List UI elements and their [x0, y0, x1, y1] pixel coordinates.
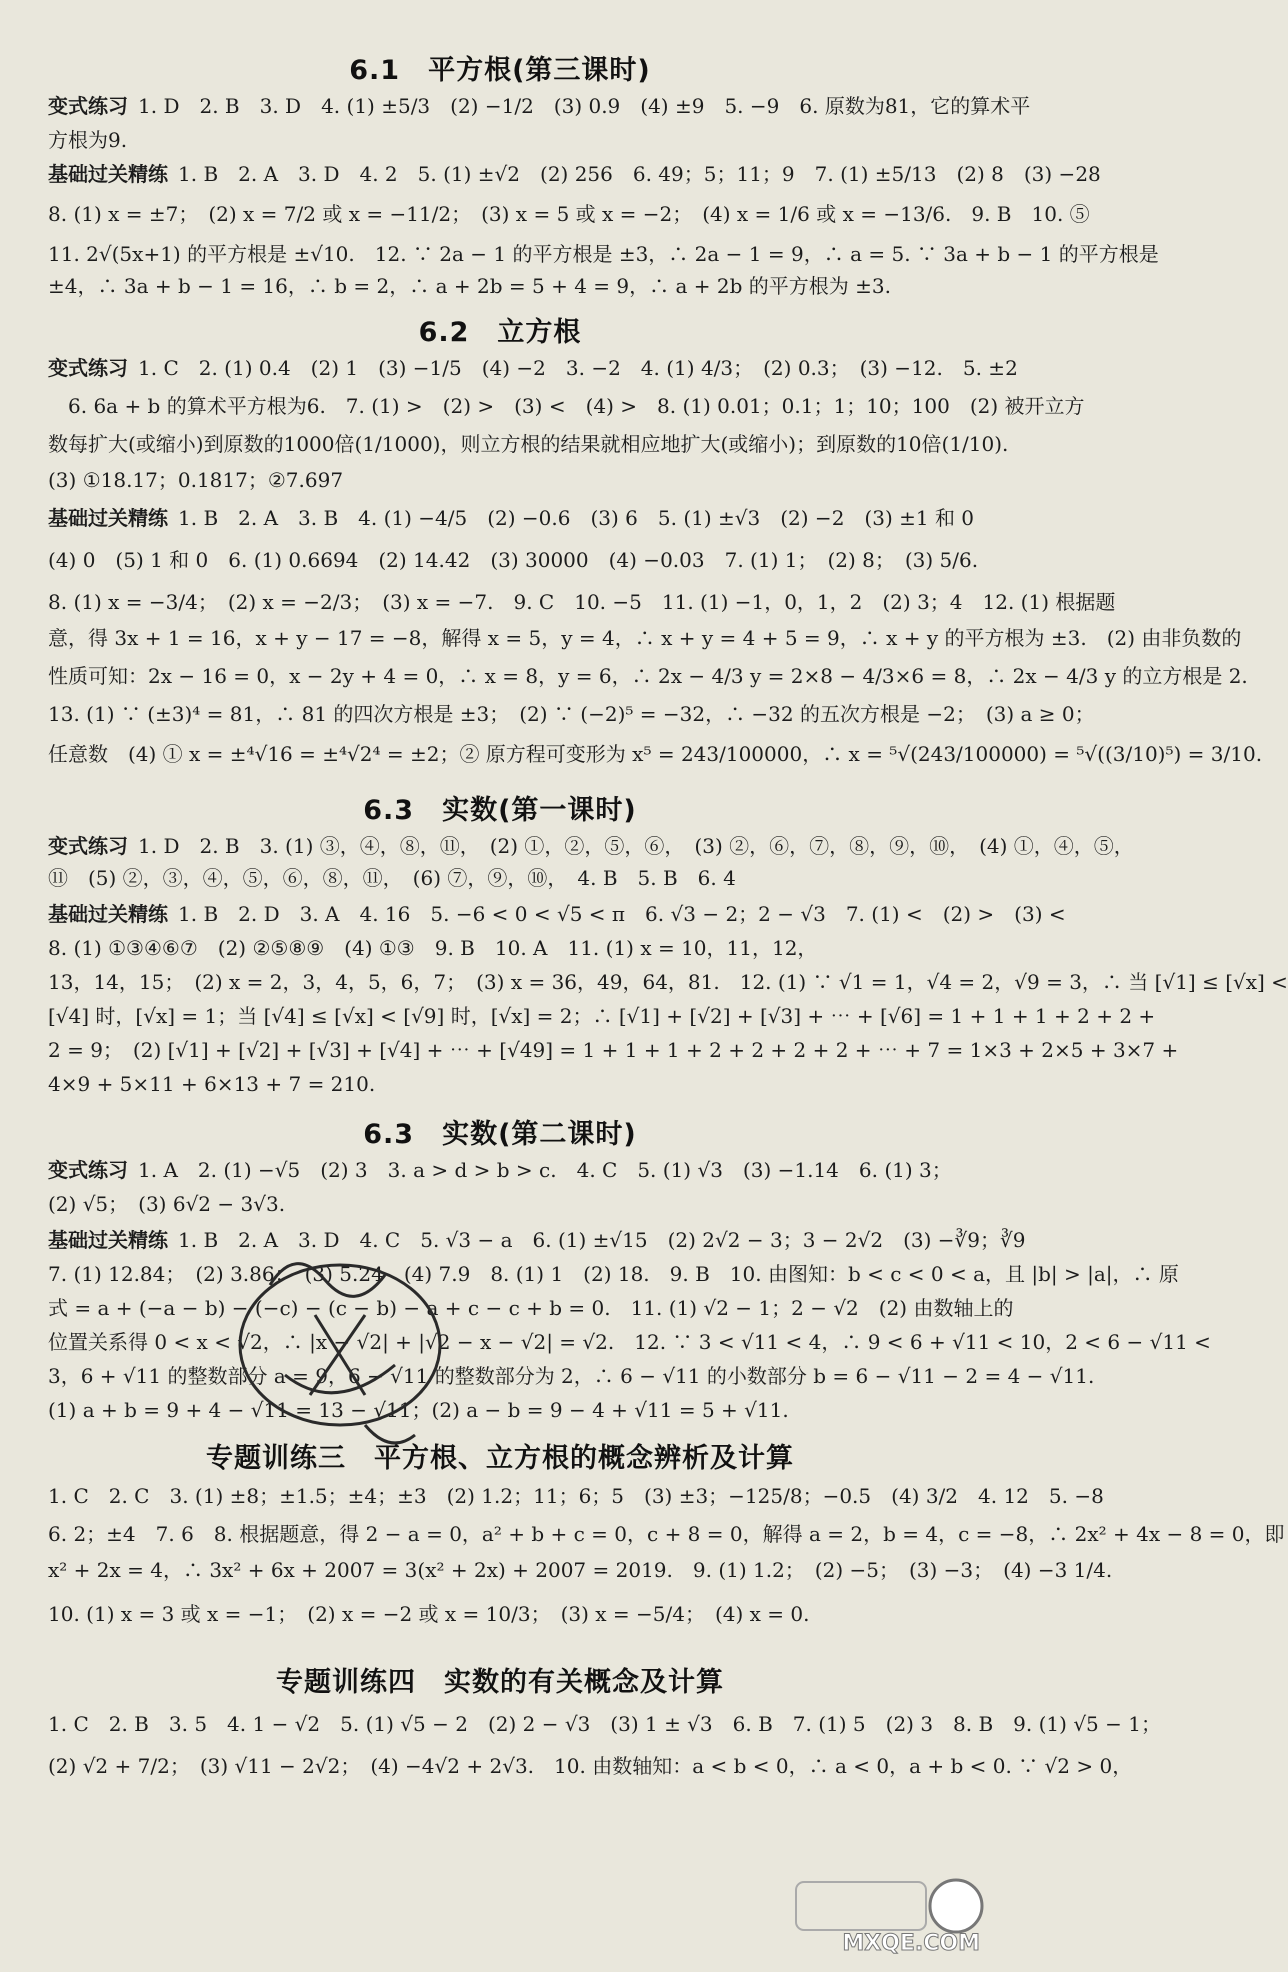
text-line — [48, 1362, 1095, 1390]
text-line — [48, 700, 1095, 728]
line-text: 1. B 2. A 3. B 4. (1) −4/5 (2) −0.6 (3) 6 5. (1) ±√3 (2) −2 (3) ±1 和 0 — [178, 506, 975, 530]
section-title-6-2: 6.2 立方根 — [418, 317, 582, 348]
line-text: 性质可知：2x − 16 = 0，x − 2y + 4 = 0，∴ x = 8，y = 6，∴ 2x − 4/3 y = 2×8 − 4/3×6 = 8，∴ 2x − 4/3 y 的立方根是 2. — [48, 664, 1248, 688]
text-line — [48, 588, 1116, 616]
watermark-text: MXQE.COM — [842, 1931, 980, 1956]
text-line — [48, 272, 958, 300]
line-text: 13，14，15； (2) x = 2，3，4，5，6，7； (3) x = 36，49，64，81. 12. (1) ∵ √1 = 1，√4 = 2，√9 = 3，∴ 当 [√1] ≤ [√x] < — [48, 970, 1288, 994]
text-line — [48, 1752, 1133, 1780]
text-line — [48, 968, 1288, 996]
line-text: 意，得 3x + 1 = 16，x + y − 17 = −8，解得 x = 5，y = 4，∴ x + y = 4 + 5 = 9，∴ x + y 的平方根为 ±3. (2) 由非负数的 — [48, 626, 1242, 650]
line-text: (1) a + b = 9 + 4 − √11 = 13 − √11；(2) a − b = 9 − 4 + √11 = 5 + √11. — [48, 1398, 789, 1422]
text-line — [48, 1226, 1026, 1254]
section-title-6-3-1: 6.3 实数(第一课时) — [363, 795, 637, 826]
text-line — [48, 1156, 958, 1184]
line-text: ±4，∴ 3a + b − 1 = 16，∴ b = 2，∴ a + 2b = 5 + 4 = 9，∴ a + 2b 的平方根为 ±3. — [48, 274, 891, 298]
text-line — [48, 1190, 958, 1218]
line-text: 8. (1) x = −3/4； (2) x = −2/3； (3) x = −7. 9. C 10. −5 11. (1) −1，0，1，2 (2) 3；4 12. (1) 根据题 — [48, 590, 1116, 614]
text-line — [48, 1556, 1113, 1584]
section-title-6-1: 6.1 平方根(第三课时) — [349, 55, 651, 86]
text-line — [48, 200, 1090, 228]
line-text: 7. (1) 12.84； (2) 3.86； (3) 5.24 (4) 7.9 8. (1) 1 (2) 18. 9. B 10. 由图知：b < c < 0 < a，且 |b| > |a|，∴ 原 — [48, 1262, 1179, 1286]
text-line — [48, 546, 979, 574]
text-line — [48, 430, 1009, 458]
section-title-topic-4: 专题训练四 实数的有关概念及计算 — [276, 1667, 724, 1698]
line-text: 11. 2√(5x+1) 的平方根是 ±√10. 12. ∵ 2a − 1 的平方根是 ±3，∴ 2a − 1 = 9，∴ a = 5. ∵ 3a + b − 1 的平方根是 — [48, 242, 1159, 266]
text-line — [48, 624, 1242, 652]
line-text: (4) 0 (5) 1 和 0 6. (1) 0.6694 (2) 14.42 (3) 30000 (4) −0.03 7. (1) 1； (2) 8； (3) 5/6. — [48, 548, 979, 572]
line-text: 1. C 2. B 3. 5 4. 1 − √2 5. (1) √5 − 2 (2) 2 − √3 (3) 1 ± √3 6. B 7. (1) 5 (2) 3 8. B 9. (1) √5 − 1； — [48, 1712, 1161, 1736]
line-text: 10. (1) x = 3 或 x = −1； (2) x = −2 或 x = 10/3； (3) x = −5/4； (4) x = 0. — [48, 1602, 810, 1626]
text-line — [48, 1482, 1104, 1510]
line-text: x² + 2x = 4，∴ 3x² + 6x + 2007 = 3(x² + 2x) + 2007 = 2019. 9. (1) 1.2； (2) −5； (3) −3； (4) −3 1/4. — [48, 1558, 1113, 1582]
text-line — [48, 1002, 1156, 1030]
text-line — [48, 864, 958, 892]
line-label: 变式练习 — [48, 356, 128, 380]
line-text: 6. 2；±4 7. 6 8. 根据题意，得 2 − a = 0，a² + b + c = 0，c + 8 = 0，解得 a = 2，b = 4，c = −8，∴ 2x² + 4x − 8 = 0，即 — [48, 1522, 1285, 1546]
line-text: 13. (1) ∵ (±3)⁴ = 81，∴ 81 的四次方根是 ±3； (2) ∵ (−2)⁵ = −32，∴ −32 的五次方根是 −2； (3) a ≥ 0； — [48, 702, 1095, 726]
text-line — [48, 662, 1248, 690]
text-line — [48, 1328, 1211, 1356]
text-line — [48, 1294, 1014, 1322]
line-label: 变式练习 — [48, 834, 128, 858]
text-line — [48, 1520, 1285, 1548]
text-line — [48, 392, 1085, 420]
text-line — [48, 1396, 958, 1424]
text-line — [48, 240, 1159, 268]
text-line — [48, 1600, 958, 1628]
section-title-6-3-2: 6.3 实数(第二课时) — [363, 1119, 637, 1150]
line-text: 8. (1) ①③④⑥⑦ (2) ②⑤⑧⑨ (4) ①③ 9. B 10. A 11. (1) x = 10，11，12， — [48, 936, 818, 960]
line-text: 1. C 2. C 3. (1) ±8；±1.5；±4；±3 (2) 1.2；11；6；5 (3) ±3；−125/8；−0.5 (4) 3/2 4. 12 5. −8 — [48, 1484, 1104, 1508]
text-line — [48, 934, 958, 962]
text-line — [48, 1070, 958, 1098]
line-text: 1. B 2. A 3. D 4. 2 5. (1) ±√2 (2) 256 6. 49；5；11；9 7. (1) ±5/13 (2) 8 (3) −28 — [178, 162, 1101, 186]
line-text: 1. B 2. A 3. D 4. C 5. √3 − a 6. (1) ±√15 (2) 2√2 − 3；3 − 2√2 (3) −∛9；∛9 — [178, 1228, 1026, 1252]
line-label: 基础过关精练 — [48, 1228, 168, 1252]
text-line — [48, 466, 958, 494]
line-text: 方根为9. — [48, 128, 128, 152]
line-text: 1. D 2. B 3. D 4. (1) ±5/3 (2) −1/2 (3) 0.9 (4) ±9 5. −9 6. 原数为81，它的算术平 — [138, 94, 1031, 118]
line-text: (3) ①18.17；0.1817；②7.697 — [48, 468, 344, 492]
text-line — [48, 1710, 1161, 1738]
text-line — [48, 92, 1031, 120]
line-text: 1. D 2. B 3. (1) ③，④，⑧，⑪， (2) ①，②，⑤，⑥， (3) ②，⑥，⑦，⑧，⑨，⑩， (4) ①，④，⑤， — [138, 834, 1134, 858]
line-text: 2 = 9； (2) [√1] + [√2] + [√3] + [√4] + ⋯ + [√49] = 1 + 1 + 1 + 2 + 2 + 2 + 2 + ⋯ + 7 = 1×3 + 2×5 + 3×7 + — [48, 1038, 1179, 1062]
line-text: 位置关系得 0 < x < √2，∴ |x − √2| + |√2 − x − √2| = √2. 12. ∵ 3 < √11 < 4，∴ 9 < 6 + √11 < 10，2 < 6 − √11 < — [48, 1330, 1211, 1354]
line-text: 6. 6a + b 的算术平方根为6. 7. (1) > (2) > (3) < (4) > 8. (1) 0.01；0.1；1；10；100 (2) 被开立方 — [48, 394, 1085, 418]
line-text: 1. A 2. (1) −√5 (2) 3 3. a > d > b > c. 4. C 5. (1) √3 (3) −1.14 6. (1) 3； — [138, 1158, 952, 1182]
text-line — [48, 740, 1263, 768]
line-text: (2) √2 + 7/2； (3) √11 − 2√2； (4) −4√2 + 2√3. 10. 由数轴知：a < b < 0，∴ a < 0，a + b < 0. ∵ √2 > 0， — [48, 1754, 1133, 1778]
text-line — [48, 832, 1134, 860]
line-text: 1. C 2. (1) 0.4 (2) 1 (3) −1/5 (4) −2 3. −2 4. (1) 4/3； (2) 0.3； (3) −12. 5. ±2 — [138, 356, 1018, 380]
line-text: 任意数 (4) ① x = ±⁴√16 = ±⁴√2⁴ = ±2；② 原方程可变形为 x⁵ = 243/100000，∴ x = ⁵√(243/100000) = ⁵√((3/10)⁵) = 3/10. — [48, 742, 1263, 766]
line-label: 基础过关精练 — [48, 162, 168, 186]
text-line — [48, 1260, 1179, 1288]
text-line — [48, 900, 1066, 928]
line-text: 4×9 + 5×11 + 6×13 + 7 = 210. — [48, 1072, 376, 1096]
text-line — [48, 504, 975, 532]
section-title-topic-3: 专题训练三 平方根、立方根的概念辨析及计算 — [206, 1443, 794, 1474]
line-text: ⑪ (5) ②，③，④，⑤，⑥，⑧，⑪， (6) ⑦，⑨，⑩， 4. B 5. B 6. 4 — [48, 866, 736, 890]
line-text: 3，6 + √11 的整数部分 a = 9，6 − √11 的整数部分为 2，∴ 6 − √11 的小数部分 b = 6 − √11 − 2 = 4 − √11. — [48, 1364, 1095, 1388]
text-line — [48, 354, 1018, 382]
line-label: 基础过关精练 — [48, 902, 168, 926]
line-label: 变式练习 — [48, 94, 128, 118]
line-text: 数每扩大(或缩小)到原数的1000倍(1/1000)，则立方根的结果就相应地扩大(或缩小)；到原数的10倍(1/10). — [48, 432, 1009, 456]
text-line — [48, 126, 958, 154]
line-text: 8. (1) x = ±7； (2) x = 7/2 或 x = −11/2； (3) x = 5 或 x = −2； (4) x = 1/6 或 x = −13/6. 9. B 10. ⑤ — [48, 202, 1090, 226]
line-label: 基础过关精练 — [48, 506, 168, 530]
line-text: 式 = a + (−a − b) − (−c) − (c − b) − a + c − c + b = 0. 11. (1) √2 − 1；2 − √2 (2) 由数轴上的 — [48, 1296, 1014, 1320]
line-text: (2) √5； (3) 6√2 − 3√3. — [48, 1192, 286, 1216]
line-text: 1. B 2. D 3. A 4. 16 5. −6 < 0 < √5 < π 6. √3 − 2；2 − √3 7. (1) < (2) > (3) < — [178, 902, 1066, 926]
line-label: 变式练习 — [48, 1158, 128, 1182]
line-text: [√4] 时，[√x] = 1；当 [√4] ≤ [√x] < [√9] 时，[√x] = 2；∴ [√1] + [√2] + [√3] + ⋯ + [√6] = 1 + 1 + 1 + 2 + 2 + — [48, 1004, 1156, 1028]
text-line — [48, 160, 1101, 188]
text-line — [48, 1036, 1179, 1064]
